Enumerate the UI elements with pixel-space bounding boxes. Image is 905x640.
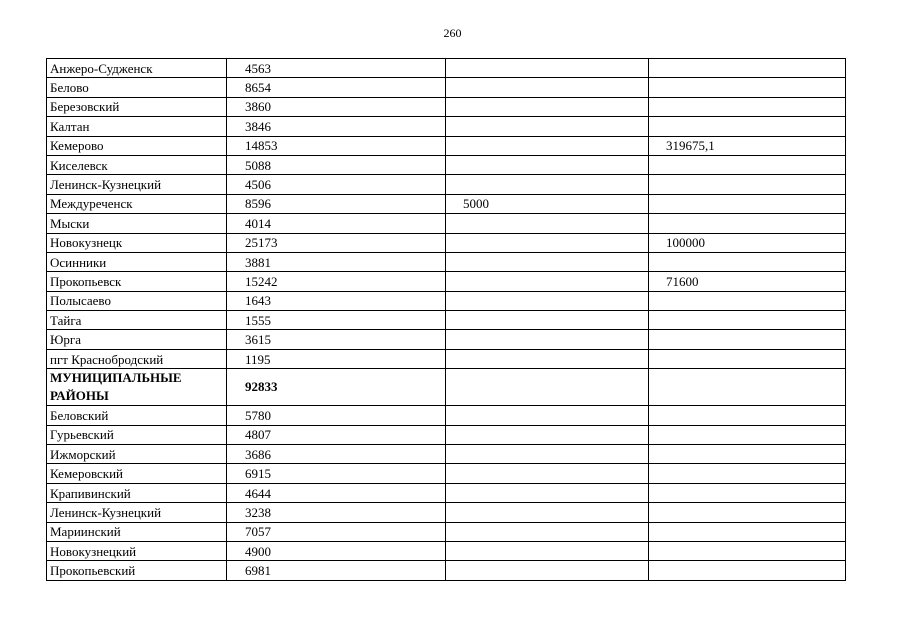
table-row: [47, 406, 846, 425]
table-row: [47, 233, 846, 252]
cell-col4: [649, 252, 846, 271]
table-row: [47, 136, 846, 155]
cell-col4: [649, 311, 846, 330]
cell-col2: 4563: [227, 59, 446, 78]
cell-col2: 14853: [227, 136, 446, 155]
cell-col2: 6981: [227, 561, 446, 580]
cell-col3: [446, 155, 649, 174]
cell-col3: [446, 522, 649, 541]
table-row: [47, 59, 846, 78]
cell-col4: [649, 78, 846, 97]
cell-col2: 3860: [227, 97, 446, 116]
table-row: [47, 291, 846, 310]
table-row: [47, 311, 846, 330]
table-row: [47, 483, 846, 502]
data-table: [46, 58, 846, 581]
cell-name: Крапивинский: [47, 483, 227, 502]
cell-col2: 4506: [227, 175, 446, 194]
cell-col4: [649, 117, 846, 136]
cell-col4: 71600: [649, 272, 846, 291]
cell-col3: [446, 541, 649, 560]
cell-col2: 3615: [227, 330, 446, 349]
cell-name: Осинники: [47, 252, 227, 271]
table-row: [47, 330, 846, 349]
table-row: [47, 464, 846, 483]
cell-col4: 319675,1: [649, 136, 846, 155]
cell-name: Ленинск-Кузнецкий: [47, 175, 227, 194]
cell-col3: [446, 78, 649, 97]
cell-col3: [446, 136, 649, 155]
cell-name: Новокузнецк: [47, 233, 227, 252]
table-row: [47, 155, 846, 174]
table-row: [47, 425, 846, 444]
cell-col4: [649, 214, 846, 233]
cell-name: Юрга: [47, 330, 227, 349]
cell-col2: 4644: [227, 483, 446, 502]
cell-col4: [649, 406, 846, 425]
cell-col2: 1555: [227, 311, 446, 330]
table-row: [47, 369, 846, 406]
cell-col3: [446, 311, 649, 330]
cell-col3: [446, 406, 649, 425]
cell-name: Кемеровский: [47, 464, 227, 483]
cell-col3: [446, 252, 649, 271]
cell-col3: [446, 291, 649, 310]
cell-col4: [649, 483, 846, 502]
cell-col2: 4014: [227, 214, 446, 233]
cell-col2: 92833: [227, 369, 446, 406]
cell-col4: [649, 561, 846, 580]
page-number: 260: [443, 26, 462, 40]
cell-col3: [446, 349, 649, 368]
cell-col2: 5780: [227, 406, 446, 425]
cell-col3: [446, 503, 649, 522]
table-row: [47, 78, 846, 97]
cell-col3: [446, 175, 649, 194]
cell-name: МУНИЦИПАЛЬНЫЕ РАЙОНЫ: [47, 369, 227, 406]
cell-col3: [446, 425, 649, 444]
cell-col4: [649, 464, 846, 483]
cell-name: Ижморский: [47, 445, 227, 464]
cell-col2: 15242: [227, 272, 446, 291]
cell-name: Мыски: [47, 214, 227, 233]
table-row: [47, 503, 846, 522]
table-row: [47, 252, 846, 271]
cell-col2: 8596: [227, 194, 446, 213]
cell-col3: [446, 97, 649, 116]
cell-col4: [649, 175, 846, 194]
cell-col4: [649, 445, 846, 464]
cell-col2: 25173: [227, 233, 446, 252]
table-row: [47, 522, 846, 541]
cell-col4: [649, 194, 846, 213]
table-row: [47, 561, 846, 580]
cell-col3: [446, 272, 649, 291]
cell-name: Кемерово: [47, 136, 227, 155]
cell-col2: 4807: [227, 425, 446, 444]
cell-col3: [446, 117, 649, 136]
cell-name: Ленинск-Кузнецкий: [47, 503, 227, 522]
cell-col4: [649, 291, 846, 310]
cell-col2: 1643: [227, 291, 446, 310]
cell-name: Междуреченск: [47, 194, 227, 213]
cell-col3: [446, 59, 649, 78]
cell-col2: 3238: [227, 503, 446, 522]
cell-col2: 8654: [227, 78, 446, 97]
cell-name: Киселевск: [47, 155, 227, 174]
cell-col4: 100000: [649, 233, 846, 252]
cell-col2: 3686: [227, 445, 446, 464]
cell-col4: [649, 349, 846, 368]
cell-col4: [649, 97, 846, 116]
cell-name: пгт Краснобродский: [47, 349, 227, 368]
table-row: [47, 117, 846, 136]
cell-col2: 7057: [227, 522, 446, 541]
cell-col2: 1195: [227, 349, 446, 368]
cell-col3: [446, 561, 649, 580]
cell-col4: [649, 522, 846, 541]
cell-col3: [446, 483, 649, 502]
cell-col3: [446, 445, 649, 464]
cell-name: Беловский: [47, 406, 227, 425]
cell-col2: 6915: [227, 464, 446, 483]
cell-col2: 3846: [227, 117, 446, 136]
table-row: [47, 194, 846, 213]
cell-col4: [649, 503, 846, 522]
cell-col2: 3881: [227, 252, 446, 271]
cell-name: Калтан: [47, 117, 227, 136]
cell-col4: [649, 155, 846, 174]
table-row: [47, 541, 846, 560]
cell-col3: [446, 330, 649, 349]
cell-col4: [649, 541, 846, 560]
cell-name: Гурьевский: [47, 425, 227, 444]
cell-name: Полысаево: [47, 291, 227, 310]
table-row: [47, 349, 846, 368]
cell-col3: [446, 214, 649, 233]
table-row: [47, 175, 846, 194]
cell-col4: [649, 369, 846, 406]
cell-name: Прокопьевский: [47, 561, 227, 580]
cell-name: Прокопьевск: [47, 272, 227, 291]
table-row: [47, 272, 846, 291]
cell-name: Новокузнецкий: [47, 541, 227, 560]
cell-col4: [649, 425, 846, 444]
cell-col2: 5088: [227, 155, 446, 174]
cell-name: Мариинский: [47, 522, 227, 541]
table-row: [47, 445, 846, 464]
table-row: [47, 97, 846, 116]
cell-col3: [446, 369, 649, 406]
cell-col3: [446, 464, 649, 483]
cell-col3: 5000: [446, 194, 649, 213]
cell-name: Анжеро-Судженск: [47, 59, 227, 78]
table-body: [47, 59, 846, 581]
cell-col3: [446, 233, 649, 252]
cell-col4: [649, 330, 846, 349]
cell-name: Белово: [47, 78, 227, 97]
cell-name: Тайга: [47, 311, 227, 330]
cell-col2: 4900: [227, 541, 446, 560]
cell-col4: [649, 59, 846, 78]
table-row: [47, 214, 846, 233]
cell-name: Березовский: [47, 97, 227, 116]
